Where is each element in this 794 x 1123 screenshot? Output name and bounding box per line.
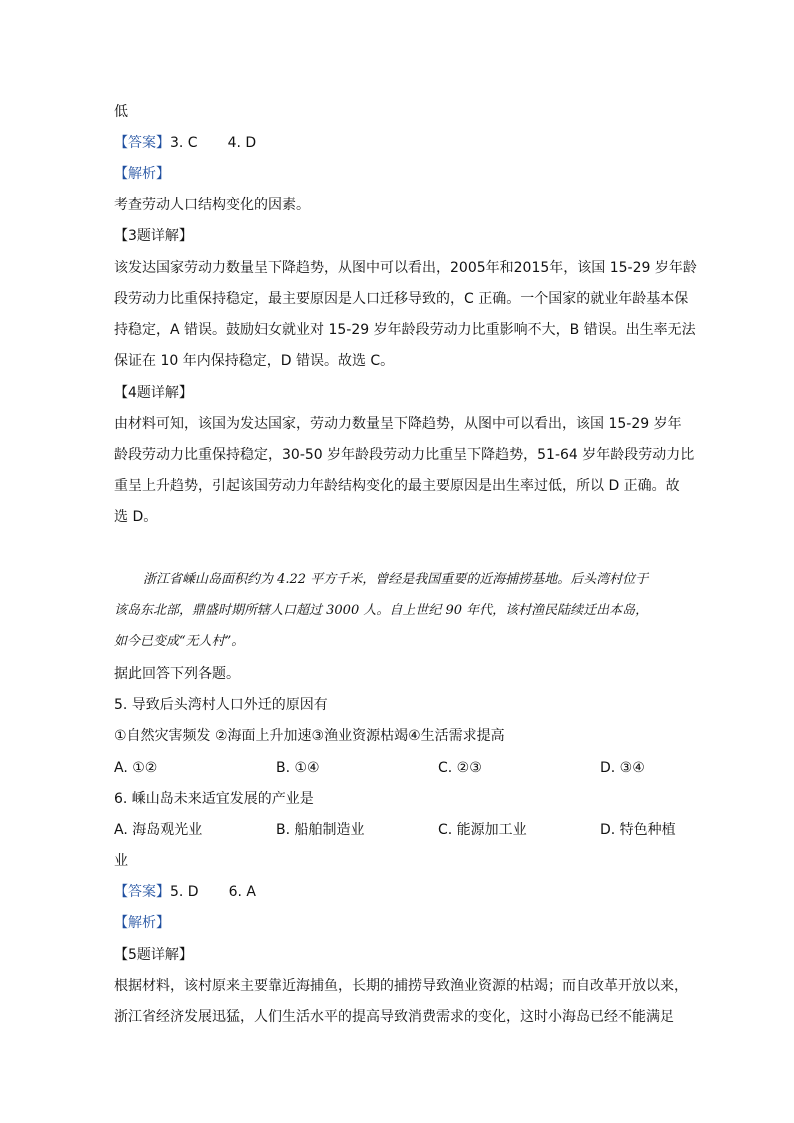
material-line: 浙江省嵊山岛面积约为 4.22 平方千米，曾经是我国重要的近海捕捞基地。后头湾村位于	[143, 572, 649, 587]
detail-3-heading: 【3题详解】	[114, 228, 193, 244]
answer-label: 【答案】	[114, 884, 170, 900]
answer-label: 【答案】	[114, 135, 170, 151]
q5-option-c: C. ②③	[438, 760, 482, 776]
text-line: 根据材料，该村原来主要靠近海捕鱼，长期的捕捞导致渔业资源的枯竭；而自改革开放以来，	[114, 978, 688, 994]
text-line: 持稳定，A 错误。鼓励妇女就业对 15-29 岁年龄段劳动力比重影响不大，B 错误。出生率无法	[114, 322, 696, 338]
analysis-heading-2: 【解析】	[114, 915, 170, 931]
text-line: 选 D。	[114, 509, 158, 525]
q5-option-b: B. ①④	[276, 760, 320, 776]
material-line: 该岛东北部，鼎盛时期所辖人口超过 3000 人。自上世纪 90 年代，该村渔民陆续迁出本岛，	[114, 603, 649, 618]
q6-option-b: B. 船舶制造业	[276, 822, 365, 838]
text-line: 段劳动力比重保持稳定，最主要原因是人口迁移导致的，C 正确。一个国家的就业年龄基本保	[114, 291, 689, 307]
q6-option-d-wrap: 业	[114, 853, 128, 869]
answer-3: 3. C	[170, 135, 198, 151]
answer-4: 4. D	[227, 135, 257, 151]
answer-6: 6. A	[228, 884, 256, 900]
q5-option-a: A. ①②	[114, 760, 158, 776]
text-line: 该发达国家劳动力数量呈下降趋势，从图中可以看出，2005年和2015年，该国 15-29 岁年龄	[114, 260, 697, 276]
question-5-items: ①自然灾害频发 ②海面上升加速③渔业资源枯竭④生活需求提高	[114, 728, 505, 744]
answer-line-1	[114, 133, 256, 153]
q5-option-d: D. ③④	[600, 760, 645, 776]
material-line: 如今已变成“无人村”。	[114, 634, 245, 649]
text-line: 由材料可知，该国为发达国家，劳动力数量呈下降趋势，从图中可以看出，该国 15-29 岁年	[114, 416, 682, 432]
answer-line-2	[114, 882, 256, 902]
q6-option-d: D. 特色种植	[600, 822, 676, 838]
question-6-stem: 6. 嵊山岛未来适宜发展的产业是	[114, 791, 314, 807]
text-line: 浙江省经济发展迅猛，人们生活水平的提高导致消费需求的变化，这时小海岛已经不能满足	[114, 1009, 674, 1025]
text-line: 保证在 10 年内保持稳定，D 错误。故选 C。	[114, 353, 395, 369]
prompt-line: 据此回答下列各题。	[114, 666, 240, 682]
answer-5: 5. D	[170, 884, 199, 900]
analysis-heading: 【解析】	[114, 166, 170, 182]
question-5-stem: 5. 导致后头湾村人口外迁的原因有	[114, 697, 328, 713]
detail-4-heading: 【4题详解】	[114, 385, 193, 401]
detail-5-heading: 【5题详解】	[114, 947, 193, 963]
q6-option-a: A. 海岛观光业	[114, 822, 203, 838]
text-line: 重呈上升趋势，引起该国劳动力年龄结构变化的最主要原因是出生率过低，所以 D 正确。故	[114, 478, 680, 494]
text-line: 考查劳动人口结构变化的因素。	[114, 197, 310, 213]
q6-option-c: C. 能源加工业	[438, 822, 527, 838]
text-line: 龄段劳动力比重保持稳定，30-50 岁年龄段劳动力比重呈下降趋势，51-64 岁年龄段劳动力比	[114, 447, 695, 463]
text-line: 低	[114, 104, 128, 120]
